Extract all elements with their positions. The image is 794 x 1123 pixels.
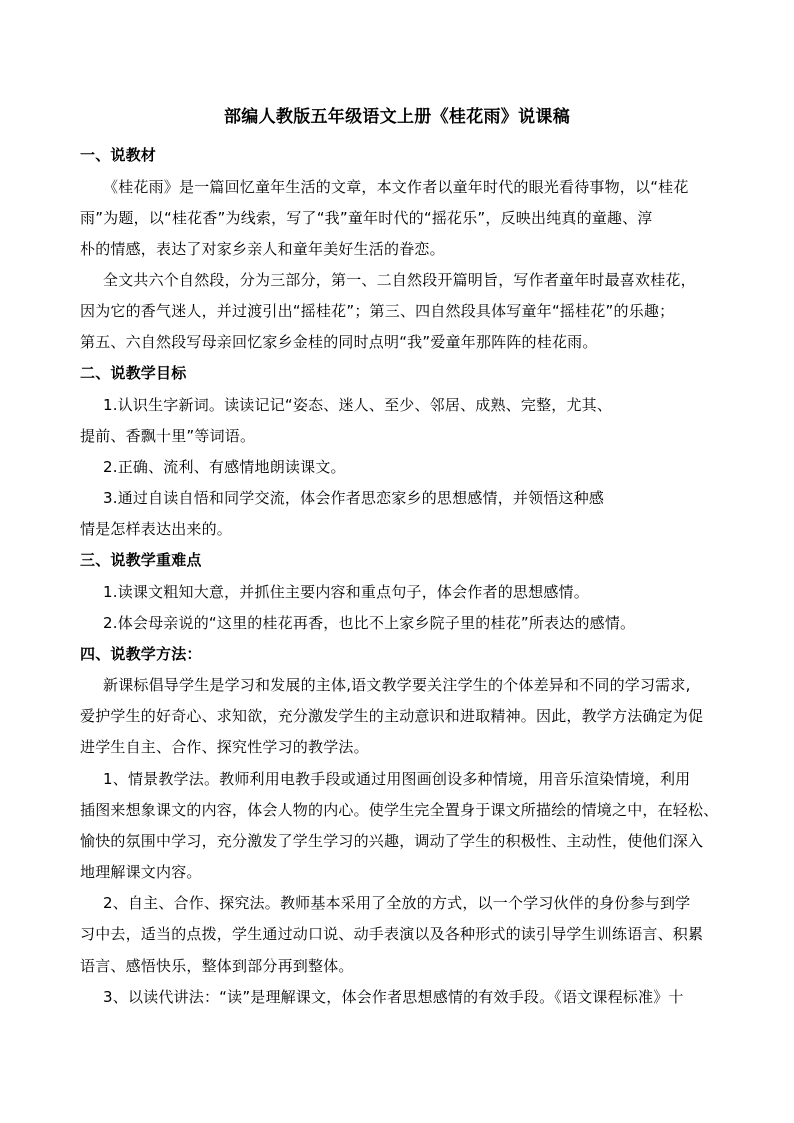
paragraph-line: 2、自主、合作、探究法。教师基本采用了全放的方式，以一个学习伙伴的身份参与到学 bbox=[103, 894, 691, 912]
paragraph-line: 插图来想象课文的内容，体会人物的内心。使学生完全置身于课文所描绘的情境之中，在轻松、 bbox=[80, 801, 719, 819]
paragraph-line: 3、以读代讲法：“读”是理解课文，体会作者思想感情的有效手段。《语文课程标准》十 bbox=[103, 988, 684, 1006]
list-item-continuation: 提前、香飘十里”等词语。 bbox=[80, 427, 256, 445]
paragraph-line: 爱护学生的好奇心、求知欲，充分激发学生的主动意识和进取精神。因此，教学方法确定为促 bbox=[80, 707, 704, 725]
paragraph-line: 第五、六自然段写母亲回忆家乡金桂的同时点明“我”爱童年那阵阵的桂花雨。 bbox=[80, 333, 598, 351]
list-item: 2.正确、流利、有感情地朗读课文。 bbox=[103, 458, 346, 476]
paragraph-line: 愉快的氛围中学习，充分激发了学生学习的兴趣，调动了学生的积极性、主动性，使他们深入 bbox=[80, 832, 704, 850]
paragraph-line: 语言、感悟快乐，整体到部分再到整体。 bbox=[80, 957, 354, 975]
list-item: 1.认识生字新词。读读记记“姿态、迷人、至少、邻居、成熟、完整，尤其、 bbox=[103, 396, 613, 414]
paragraph-line: 朴的情感，表达了对家乡亲人和童年美好生活的眷恋。 bbox=[80, 240, 445, 258]
paragraph-line: 因为它的香气迷人，并过渡引出“摇桂花”；第三、四自然段具体写童年“摇桂花”的乐趣； bbox=[80, 302, 675, 320]
paragraph-line: 新课标倡导学生是学习和发展的主体,语文教学要关注学生的个体差异和不同的学习需求, bbox=[103, 676, 691, 694]
section-heading-teaching-goals: 二、说教学目标 bbox=[80, 364, 187, 382]
paragraph-line: 《桂花雨》是一篇回忆童年生活的文章，本文作者以童年时代的眼光看待事物，以“桂花 bbox=[103, 178, 689, 196]
paragraph-line: 全文共六个自然段，分为三部分，第一、二自然段开篇明旨，写作者童年时最喜欢桂花， bbox=[103, 271, 696, 289]
section-heading-teaching-methods: 四、说教学方法： bbox=[80, 645, 202, 663]
document-title: 部编人教版五年级语文上册《桂花雨》说课稿 bbox=[224, 107, 570, 127]
paragraph-line: 地理解课文内容。 bbox=[80, 863, 202, 881]
paragraph-line: 1、情景教学法。教师利用电教手段或通过用图画创设多种情境，用音乐渲染情境，利用 bbox=[103, 770, 691, 788]
list-item: 3.通过自读自悟和同学交流，体会作者思恋家乡的思想感情，并领悟这种感 bbox=[103, 489, 605, 507]
list-item-continuation: 情是怎样表达出来的。 bbox=[80, 520, 233, 538]
section-heading-key-points: 三、说教学重难点 bbox=[80, 551, 202, 569]
list-item: 1.读课文粗知大意，并抓住主要内容和重点句子，体会作者的思想感情。 bbox=[103, 583, 589, 601]
paragraph-line: 雨”为题，以“桂花香”为线索，写了“我”童年时代的“摇花乐”，反映出纯真的童趣、淳 bbox=[80, 209, 653, 227]
section-heading-teaching-material: 一、说教材 bbox=[80, 146, 157, 164]
paragraph-line: 习中去，适当的点拨，学生通过动口说、动手表演以及各种形式的读引导学生训练语言、积累 bbox=[80, 925, 704, 943]
list-item: 2.体会母亲说的“这里的桂花再香，也比不上家乡院子里的桂花”所表达的感情。 bbox=[103, 614, 636, 632]
paragraph-line: 进学生自主、合作、探究性学习的教学法。 bbox=[80, 738, 369, 756]
